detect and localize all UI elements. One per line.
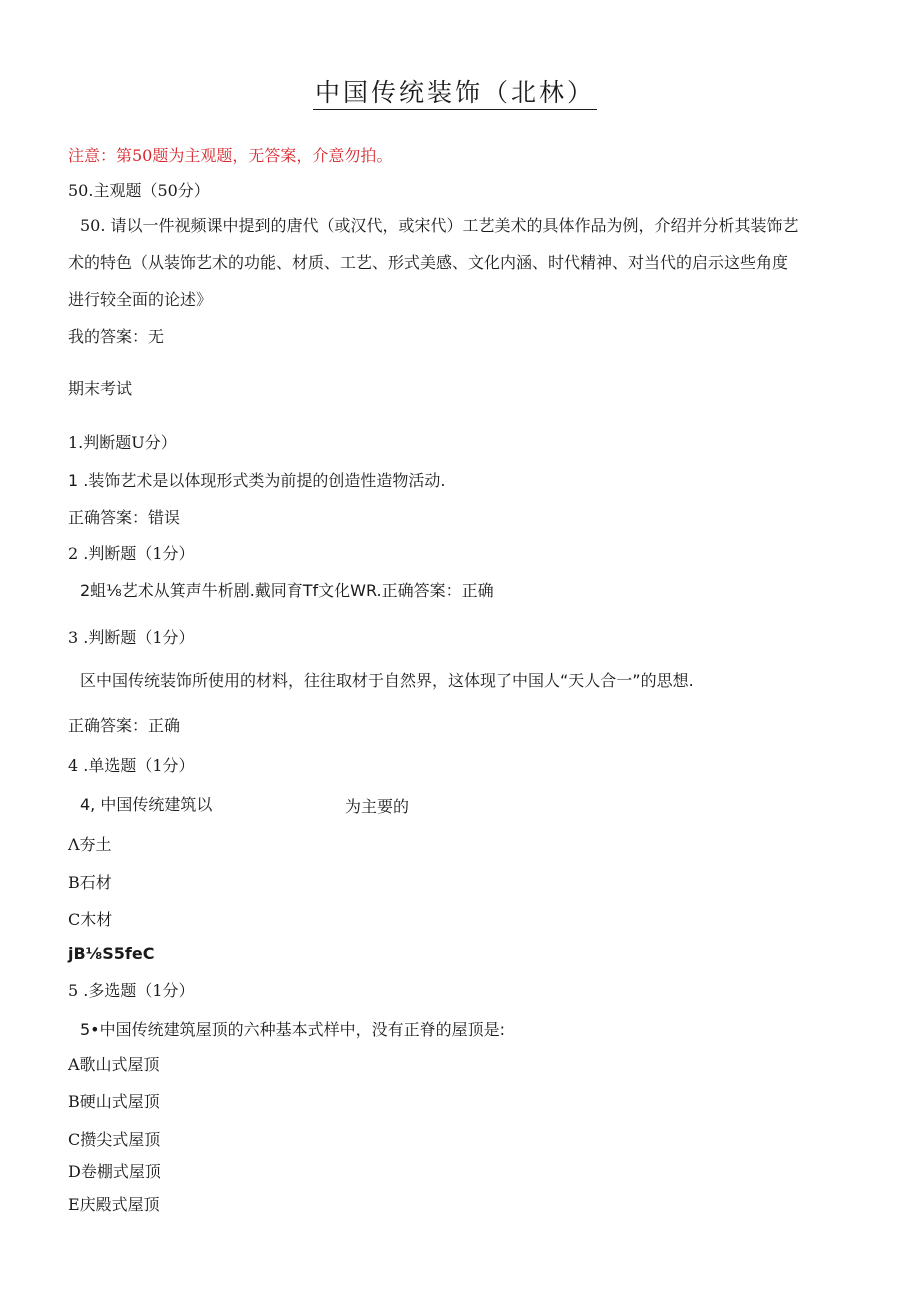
q2-header: 2 .判断题（1分） — [68, 544, 195, 563]
q5-option-b: B硬山式屋顶 — [68, 1092, 160, 1111]
q2-text: 2蛆⅛艺术从箕声牛析剧.戴同育Tf文化WR.正确答案：正确 — [80, 581, 494, 600]
notice-text: 注意：第50题为主观题，无答案，介意勿拍。 — [68, 146, 393, 165]
q4-answer: jB⅛S5feC — [68, 944, 155, 963]
q4-option-b: B石材 — [68, 873, 112, 892]
document-title — [0, 78, 910, 110]
q4-option-c: C木材 — [68, 910, 113, 929]
q3-text: 区中国传统装饰所使用的材料，往往取材于自然界，这体现了中国人“天人合一”的思想. — [80, 671, 694, 690]
q4-text-start: 4, 中国传统建筑以 — [80, 795, 213, 814]
document-title-text: 中国传统装饰（北林） — [313, 78, 597, 110]
q1-answer: 正确答案：错误 — [68, 508, 181, 527]
q4-header: 4 .单选题（1分） — [68, 756, 195, 775]
q3-answer: 正确答案：正确 — [68, 716, 181, 735]
section-title: 期末考试 — [68, 379, 133, 398]
q1-text: 1 .装饰艺术是以体现形式类为前提的创造性造物活动. — [68, 471, 446, 490]
q50-text-line1: 50. 请以一件视频课中提到的唐代（或汉代，或宋代）工艺美术的具体作品为例，介绍并分析其装饰艺 — [80, 216, 799, 235]
q4-text-end: 为主要的 — [345, 797, 410, 816]
q5-header: 5 .多选题（1分） — [68, 981, 195, 1000]
q3-header: 3 .判断题（1分） — [68, 628, 195, 647]
q1-header: 1.判断题U分） — [68, 433, 177, 452]
q50-my-answer: 我的答案：无 — [68, 327, 165, 346]
q5-text: 5•中国传统建筑屋顶的六种基本式样中，没有正脊的屋顶是: — [80, 1020, 506, 1039]
q5-option-a: A歌山式屋顶 — [68, 1055, 160, 1074]
q50-text-line3: 进行较全面的论述》 — [68, 290, 213, 309]
q5-option-d: D卷棚式屋顶 — [68, 1162, 161, 1181]
q4-option-a: Λ夯土 — [68, 835, 112, 854]
q50-text-line2: 术的特色（从装饰艺术的功能、材质、工艺、形式美感、文化内涵、时代精神、对当代的启示这些角度 — [68, 253, 789, 272]
q5-option-c: C攒尖式屋顶 — [68, 1130, 161, 1149]
q50-header: 50.主观题（50分） — [68, 181, 210, 200]
q5-option-e: E庆殿式屋顶 — [68, 1195, 160, 1214]
